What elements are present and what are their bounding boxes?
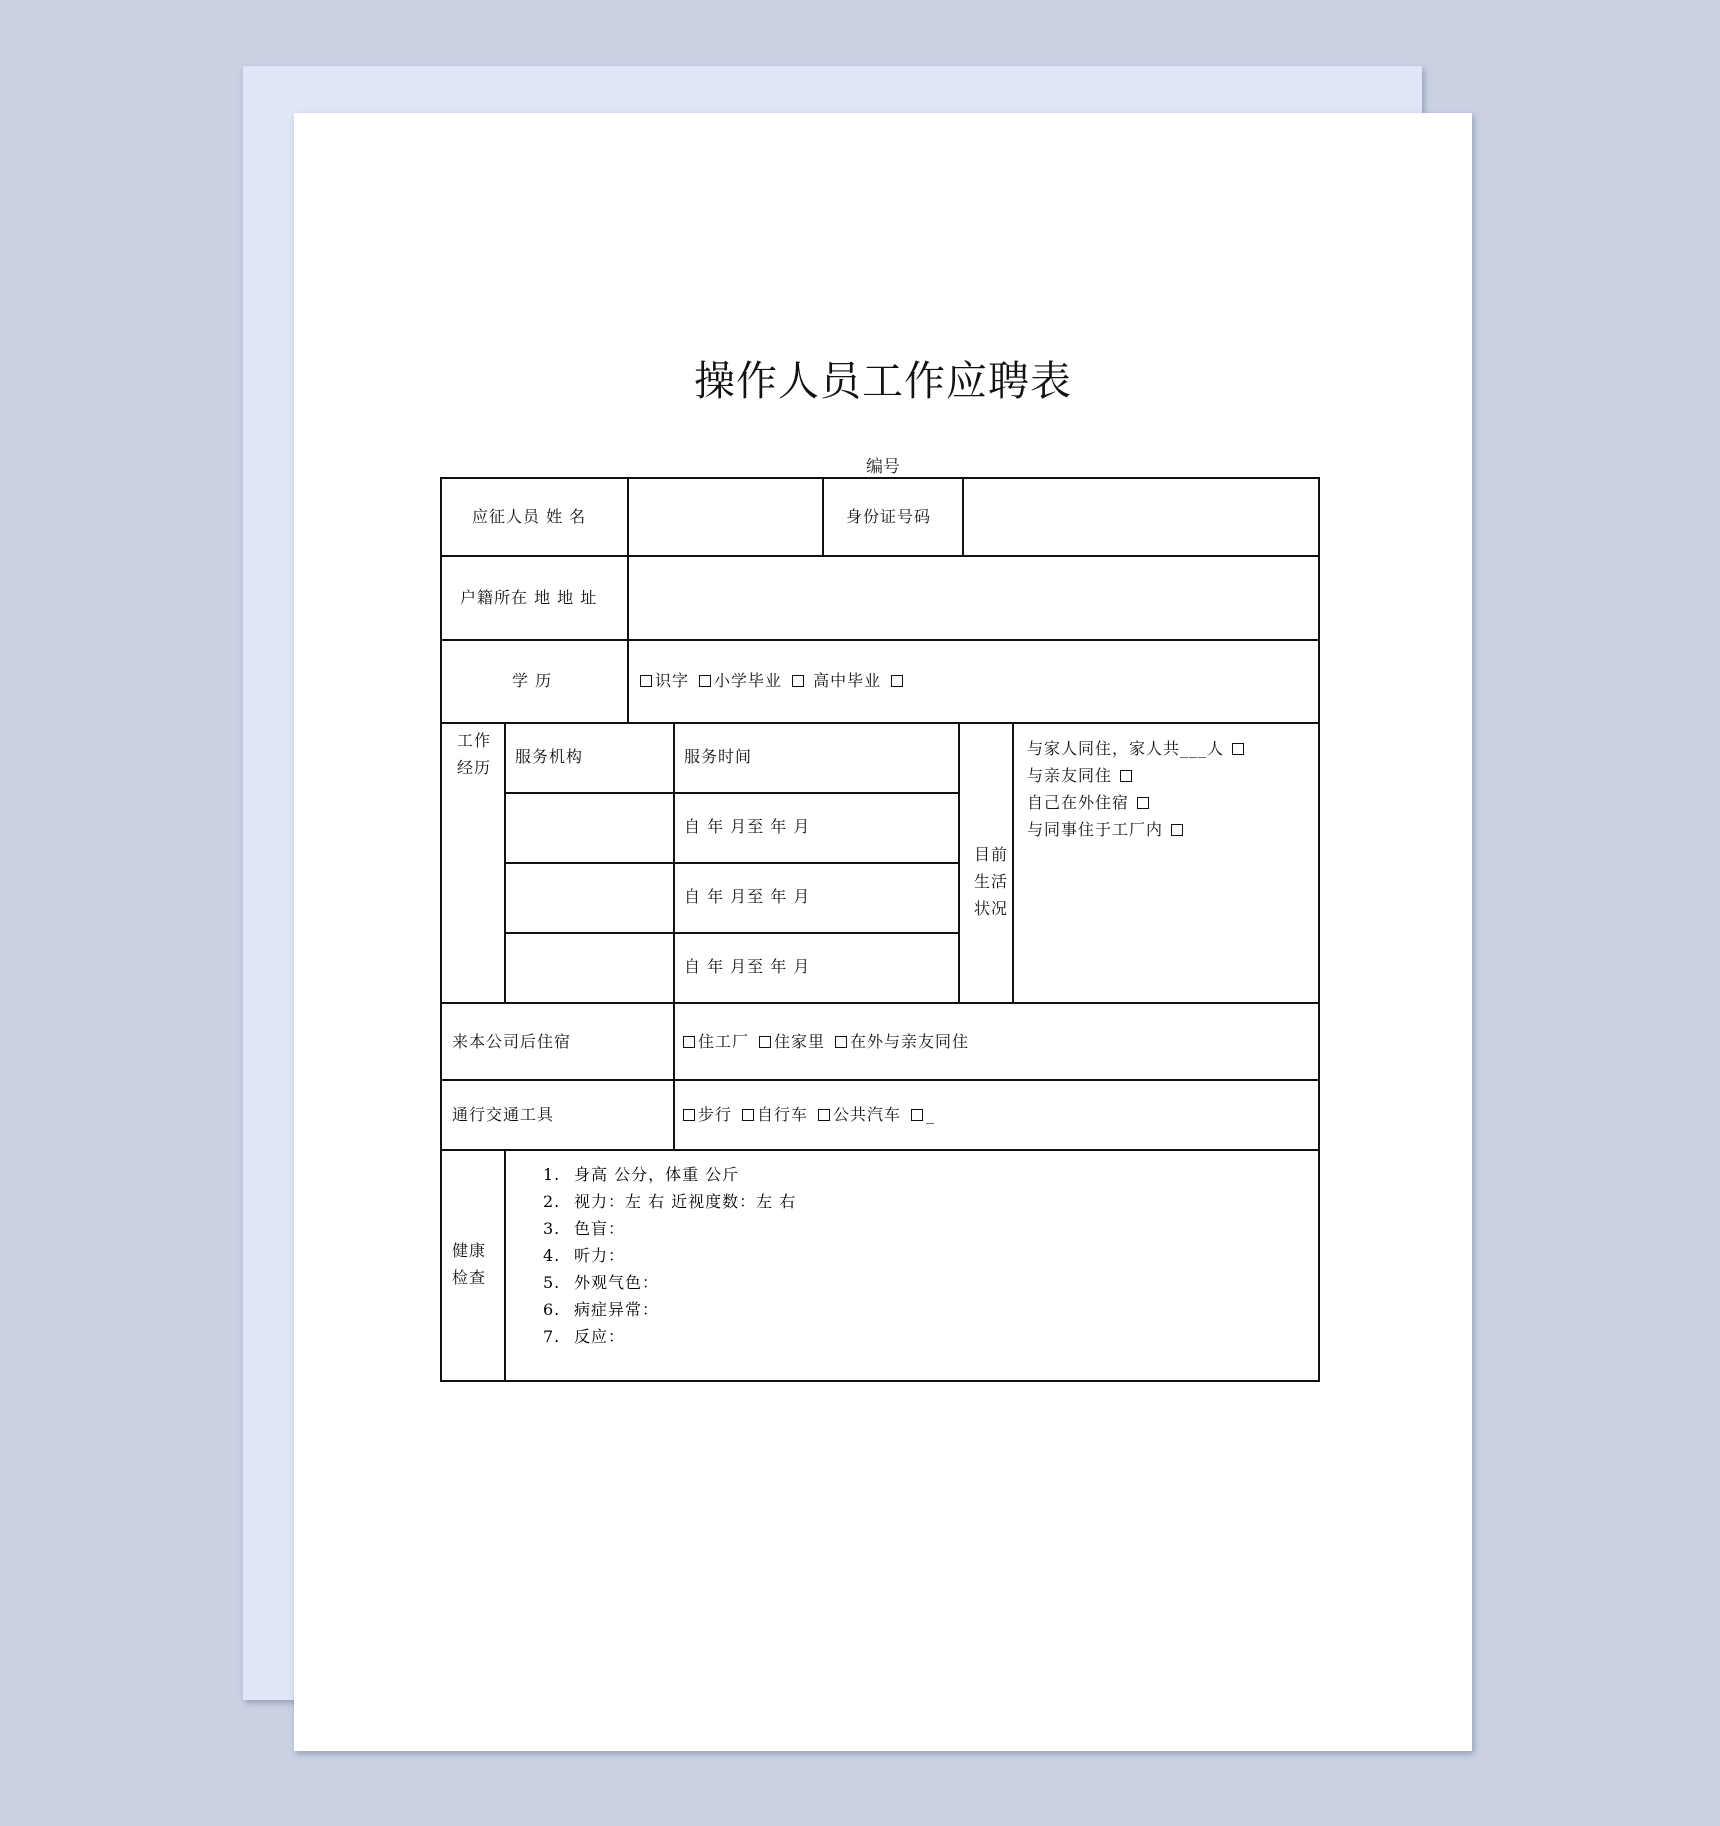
id-number-label: 身份证号码	[846, 507, 932, 526]
row-divider	[442, 1149, 1318, 1151]
checkbox-icon	[683, 1109, 695, 1121]
checkbox-icon	[683, 1036, 695, 1048]
living-option-relatives[interactable]: 与亲友同住	[1027, 762, 1247, 789]
service-period-3[interactable]: 自 年 月至 年 月	[684, 957, 811, 976]
living-option-alone[interactable]: 自己在外住宿	[1027, 789, 1247, 816]
checkbox-icon	[891, 675, 903, 687]
checkbox-icon	[699, 675, 711, 687]
health-item-color-blind[interactable]: 3. 色盲：	[543, 1219, 626, 1238]
health-item-vision[interactable]: 2. 视力：左 右 近视度数：左 右	[543, 1192, 797, 1211]
row-divider	[442, 722, 1318, 724]
row-divider	[442, 1079, 1318, 1081]
health-item-hearing[interactable]: 4. 听力：	[543, 1246, 626, 1265]
transport-options	[681, 1107, 943, 1123]
work-experience-label: 工作 经历	[457, 731, 492, 777]
column-divider	[673, 1002, 675, 1149]
row-divider	[442, 1002, 1318, 1004]
applicant-name-field[interactable]	[629, 479, 822, 555]
service-period-2[interactable]: 自 年 月至 年 月	[684, 887, 811, 906]
column-divider	[1012, 722, 1014, 1002]
living-options	[1027, 735, 1247, 843]
checkbox-icon	[742, 1109, 754, 1121]
lodging-option-home[interactable]: 住家里	[757, 1032, 825, 1051]
applicant-name-label: 应征人员 姓 名	[472, 507, 587, 526]
serial-number-label: 编号	[866, 457, 900, 477]
health-check-list	[543, 1161, 796, 1350]
service-period-1[interactable]: 自 年 月至 年 月	[684, 817, 811, 836]
health-item-reaction[interactable]: 7. 反应：	[543, 1327, 626, 1346]
education-option-highschool[interactable]: 高中毕业	[790, 671, 881, 690]
lodging-label: 来本公司后住宿	[452, 1032, 572, 1051]
column-divider	[958, 722, 960, 1002]
row-divider	[442, 639, 1318, 641]
checkbox-icon	[1232, 743, 1244, 755]
org-field-3[interactable]	[506, 934, 673, 1002]
column-divider	[822, 479, 824, 555]
education-label: 学 历	[512, 671, 553, 690]
education-option-other[interactable]	[889, 671, 906, 690]
living-status-label: 目前 生活 状况	[974, 845, 1009, 918]
org-field-1[interactable]	[506, 794, 673, 862]
checkbox-icon	[911, 1109, 923, 1121]
org-column-header: 服务机构	[515, 747, 584, 766]
checkbox-icon	[818, 1109, 830, 1121]
transport-option-walk[interactable]: 步行	[681, 1105, 732, 1124]
checkbox-icon	[792, 675, 804, 687]
health-item-height-weight[interactable]: 1. 身高 公分，体重 公斤	[543, 1165, 740, 1184]
living-option-colleagues[interactable]: 与同事住于工厂内	[1027, 816, 1247, 843]
education-options	[638, 673, 914, 689]
transport-option-bus[interactable]: 公共汽车	[816, 1105, 901, 1124]
checkbox-icon	[1137, 797, 1149, 809]
lodging-options	[681, 1034, 977, 1050]
id-number-field[interactable]	[964, 479, 1316, 555]
education-option-literate[interactable]: 识字	[638, 671, 689, 690]
checkbox-icon	[759, 1036, 771, 1048]
checkbox-icon	[835, 1036, 847, 1048]
checkbox-icon	[640, 675, 652, 687]
form-title: 操作人员工作应聘表	[694, 357, 1072, 405]
column-divider	[673, 722, 675, 1002]
health-item-appearance[interactable]: 5. 外观气色：	[543, 1273, 660, 1292]
time-column-header: 服务时间	[684, 747, 753, 766]
living-option-family[interactable]: 与家人同住，家人共___人	[1027, 735, 1247, 762]
checkbox-icon	[1171, 824, 1183, 836]
household-address-label: 户籍所在 地 地 址	[460, 588, 598, 607]
health-item-abnormalities[interactable]: 6. 病症异常：	[543, 1300, 660, 1319]
transport-label: 通行交通工具	[452, 1105, 555, 1124]
transport-option-bicycle[interactable]: 自行车	[740, 1105, 808, 1124]
lodging-option-factory[interactable]: 住工厂	[681, 1032, 749, 1051]
checkbox-icon	[1120, 770, 1132, 782]
column-divider	[504, 1149, 506, 1382]
paper-page	[294, 113, 1472, 1751]
health-check-label: 健康 检查	[452, 1241, 487, 1287]
org-field-2[interactable]	[506, 864, 673, 932]
education-option-primary[interactable]: 小学毕业	[697, 671, 782, 690]
application-form-table	[440, 477, 1320, 1382]
lodging-option-relatives[interactable]: 在外与亲友同住	[833, 1032, 969, 1051]
household-address-field[interactable]	[629, 557, 1316, 639]
transport-option-other[interactable]: _	[909, 1105, 935, 1124]
